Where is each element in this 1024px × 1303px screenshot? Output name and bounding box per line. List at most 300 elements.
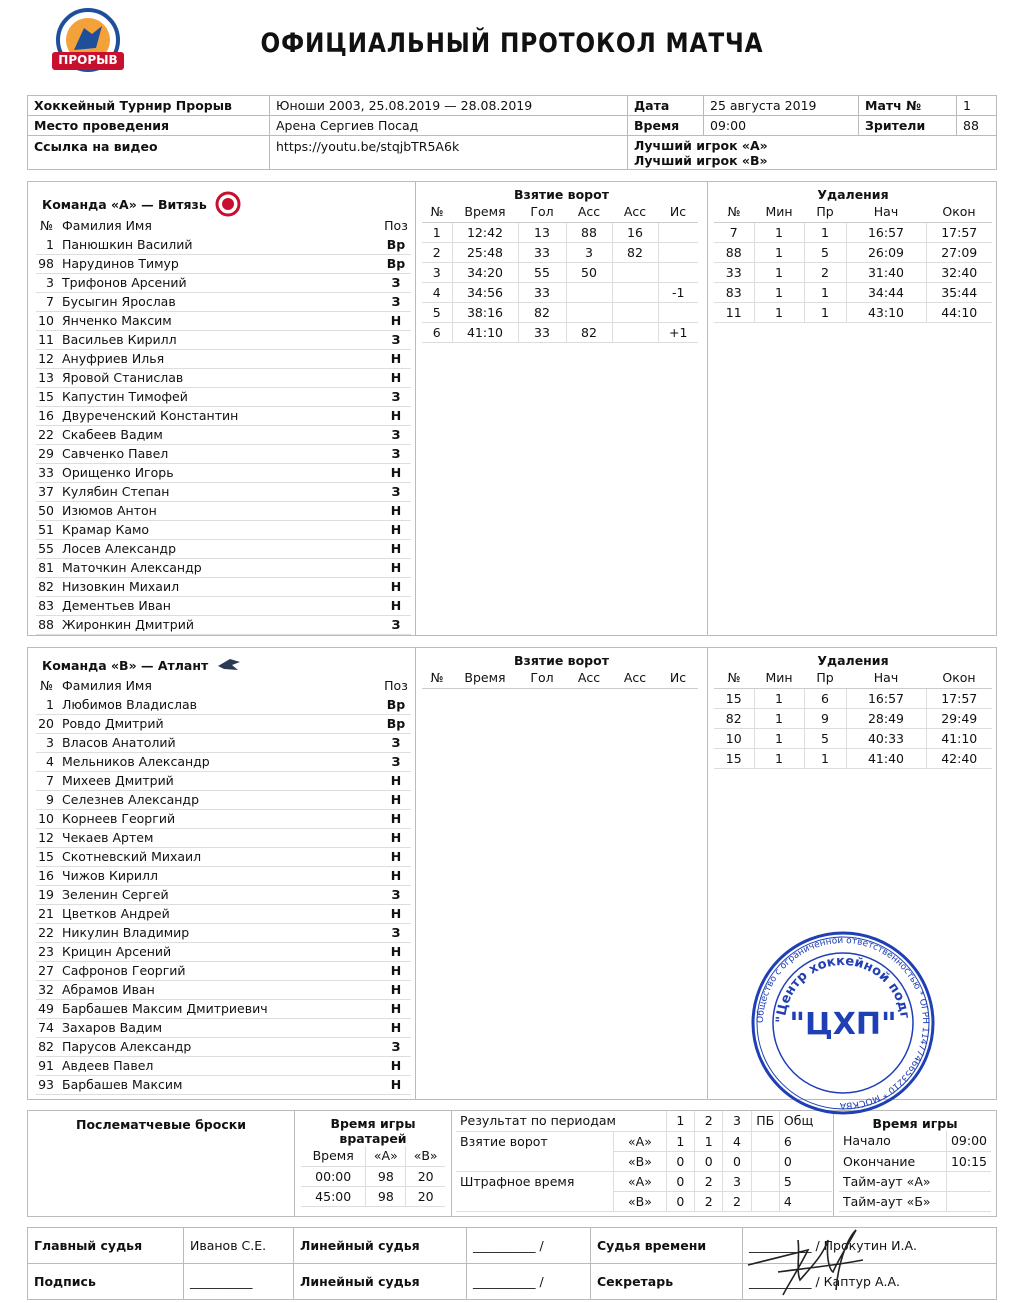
player-row <box>36 425 411 444</box>
col-g_time: Время <box>452 202 518 222</box>
cell: 5 <box>804 728 846 748</box>
player-number: 98 <box>36 254 62 273</box>
cell: 16 <box>612 222 658 242</box>
cell: 6 <box>779 1131 832 1151</box>
cell: 32:40 <box>926 262 992 282</box>
player-name: Чекаев Артем <box>62 828 381 847</box>
penalty-row <box>714 748 992 768</box>
col-p_num: № <box>714 202 754 222</box>
secretary-label: Секретарь <box>591 1264 743 1300</box>
player-row <box>36 482 411 501</box>
player-number: 83 <box>36 596 62 615</box>
player-name: Барбашев Максим Дмитриевич <box>62 999 381 1018</box>
cell: 15 <box>714 748 754 768</box>
penalty-row <box>714 708 992 728</box>
timekeeper-label: Судья времени <box>591 1228 743 1264</box>
penalty-row <box>714 222 992 242</box>
cell: 15 <box>714 688 754 708</box>
venue-label: Место проведения <box>28 116 270 136</box>
player-row <box>36 273 411 292</box>
player-row <box>36 615 411 634</box>
player-name: Чижов Кирилл <box>62 866 381 885</box>
cell: 3 <box>723 1171 751 1191</box>
player-position: З <box>381 273 411 292</box>
player-name: Низовкин Михаил <box>62 577 381 596</box>
summary-block <box>27 1110 997 1217</box>
cell: 1 <box>754 708 804 728</box>
player-name: Яровой Станислав <box>62 368 381 387</box>
goalie-col: «А» <box>366 1146 406 1166</box>
col-p_end: Окон <box>926 202 992 222</box>
player-name: Бусыгин Ярослав <box>62 292 381 311</box>
period-title: Результат по периодам <box>456 1111 666 1131</box>
penalty-row <box>714 262 992 282</box>
cell: 55 <box>518 262 566 282</box>
team-a-roster <box>28 182 415 635</box>
col-g_goal: Гол <box>518 202 566 222</box>
player-position: З <box>381 1037 411 1056</box>
tournament-value: Юноши 2003, 25.08.2019 — 28.08.2019 <box>270 96 628 116</box>
player-name: Зеленин Сергей <box>62 885 381 904</box>
penalties-title: Удаления <box>817 653 889 668</box>
col-g_is: Ис <box>658 668 698 688</box>
player-position: Н <box>381 558 411 577</box>
goalie-col: Время <box>301 1146 366 1166</box>
team-a-roster-table <box>36 216 411 635</box>
cell <box>658 262 698 282</box>
cell: 50 <box>566 262 612 282</box>
player-row <box>36 904 411 923</box>
team-a-short: «А» <box>614 1131 667 1151</box>
cell: 83 <box>714 282 754 302</box>
cell: 82 <box>714 708 754 728</box>
player-number: 74 <box>36 1018 62 1037</box>
col-g_time: Время <box>452 668 518 688</box>
player-number: 22 <box>36 425 62 444</box>
player-number: 20 <box>36 714 62 733</box>
cell: 41:10 <box>452 322 518 342</box>
cell: 44:10 <box>926 302 992 322</box>
player-name: Крицин Арсений <box>62 942 381 961</box>
cell: 1 <box>666 1131 694 1151</box>
col-num: № <box>40 218 54 233</box>
cell: 00:00 <box>301 1166 366 1186</box>
player-name: Скотневский Михаил <box>62 847 381 866</box>
cell <box>751 1191 779 1211</box>
player-position: Н <box>381 1056 411 1075</box>
player-row <box>36 733 411 752</box>
cell <box>566 282 612 302</box>
cell <box>658 302 698 322</box>
cell <box>751 1151 779 1171</box>
cell: 98 <box>366 1186 406 1206</box>
player-row <box>36 520 411 539</box>
col-g_goal: Гол <box>518 668 566 688</box>
player-name: Кулябин Степан <box>62 482 381 501</box>
cell: 4 <box>422 282 452 302</box>
player-row <box>36 596 411 615</box>
player-name: Мельников Александр <box>62 752 381 771</box>
pim-row-a <box>456 1171 832 1191</box>
player-row <box>36 501 411 520</box>
player-position: Н <box>381 406 411 425</box>
cell: 42:40 <box>926 748 992 768</box>
cell: 34:56 <box>452 282 518 302</box>
cell: 11 <box>714 302 754 322</box>
player-name: Панюшкин Василий <box>62 235 381 254</box>
cell: 35:44 <box>926 282 992 302</box>
team-b-short: «В» <box>614 1151 667 1171</box>
cell: 1 <box>754 688 804 708</box>
cell: 2 <box>422 242 452 262</box>
player-name: Власов Анатолий <box>62 733 381 752</box>
game-time-table <box>839 1131 991 1212</box>
team-b-goals <box>415 648 707 1099</box>
team-b-title: Команда «В» — Атлант <box>42 657 209 673</box>
best-player-a-label: Лучший игрок «А» <box>634 138 768 153</box>
player-position: Н <box>381 539 411 558</box>
player-number: 82 <box>36 577 62 596</box>
timeout-a-label: Тайм-аут «А» <box>839 1171 946 1191</box>
col-p_min: Мин <box>754 202 804 222</box>
player-number: 7 <box>36 771 62 790</box>
shootout-title: Послематчевые броски <box>75 1117 246 1132</box>
end-label: Окончание <box>839 1151 946 1171</box>
tournament-label: Хоккейный Турнир Прорыв <box>28 96 270 116</box>
cell: 12:42 <box>452 222 518 242</box>
cell <box>612 262 658 282</box>
penalties-title: Удаления <box>817 187 889 202</box>
cell: 3 <box>422 262 452 282</box>
player-name: Орищенко Игорь <box>62 463 381 482</box>
player-row <box>36 558 411 577</box>
header-row <box>714 668 992 688</box>
best-player-b-label: Лучший игрок «В» <box>634 153 768 168</box>
goal-row <box>422 302 698 322</box>
col-g_ast2: Асс <box>612 668 658 688</box>
cell: 5 <box>804 242 846 262</box>
player-number: 49 <box>36 999 62 1018</box>
player-row <box>36 1037 411 1056</box>
goal-row <box>422 242 698 262</box>
col-name: Фамилия Имя <box>62 678 152 693</box>
player-name: Маточкин Александр <box>62 558 381 577</box>
spectators-label: Зрители <box>859 116 957 136</box>
goals-label: Взятие ворот <box>456 1131 614 1171</box>
cell: -1 <box>658 282 698 302</box>
player-number: 11 <box>36 330 62 349</box>
cell: 1 <box>422 222 452 242</box>
cell <box>751 1171 779 1191</box>
vityaz-logo-icon <box>215 191 241 217</box>
main-referee-value: Иванов С.Е. <box>184 1228 294 1264</box>
player-name: Корнеев Георгий <box>62 809 381 828</box>
cell: 26:09 <box>846 242 926 262</box>
player-name: Любимов Владислав <box>62 695 381 714</box>
col-pos: Поз <box>384 218 408 233</box>
time-value: 09:00 <box>704 116 859 136</box>
cell: 2 <box>723 1191 751 1211</box>
cell: 6 <box>422 322 452 342</box>
header-row <box>422 202 698 222</box>
player-position: Н <box>381 771 411 790</box>
player-row <box>36 1056 411 1075</box>
player-position: Н <box>381 866 411 885</box>
game-time <box>833 1111 996 1216</box>
player-number: 88 <box>36 615 62 634</box>
player-name: Захаров Вадим <box>62 1018 381 1037</box>
team-b-penalties-table <box>714 668 992 769</box>
team-a-penalties <box>707 182 998 635</box>
start-label: Начало <box>839 1131 946 1151</box>
cell: 29:49 <box>926 708 992 728</box>
cell: 17:57 <box>926 222 992 242</box>
player-number: 27 <box>36 961 62 980</box>
cell: 1 <box>754 728 804 748</box>
player-name: Изюмов Антон <box>62 501 381 520</box>
cell: 25:48 <box>452 242 518 262</box>
player-position: Н <box>381 501 411 520</box>
col-num: № <box>40 678 54 693</box>
official-stamp <box>750 930 936 1116</box>
player-name: Цветков Андрей <box>62 904 381 923</box>
player-number: 19 <box>36 885 62 904</box>
cell: 1 <box>754 262 804 282</box>
player-number: 3 <box>36 733 62 752</box>
player-name: Савченко Павел <box>62 444 381 463</box>
secretary-value: __________ / Каптур А.А. <box>743 1264 997 1300</box>
player-number: 7 <box>36 292 62 311</box>
player-row <box>36 809 411 828</box>
goals-title: Взятие ворот <box>514 653 609 668</box>
player-name: Лосев Александр <box>62 539 381 558</box>
cell: 6 <box>804 688 846 708</box>
main-referee-label: Главный судья <box>34 1238 143 1253</box>
cell: 1 <box>754 242 804 262</box>
period-col: 3 <box>723 1111 751 1131</box>
col-name: Фамилия Имя <box>62 218 152 233</box>
cell: 45:00 <box>301 1186 366 1206</box>
cell: 1 <box>754 748 804 768</box>
cell <box>612 322 658 342</box>
player-position: Н <box>381 942 411 961</box>
cell: 1 <box>695 1131 723 1151</box>
cell: 33 <box>518 282 566 302</box>
player-number: 16 <box>36 866 62 885</box>
cell: 1 <box>804 282 846 302</box>
player-position: З <box>381 615 411 634</box>
cell: 1 <box>754 282 804 302</box>
col-p_start: Нач <box>846 202 926 222</box>
player-row <box>36 980 411 999</box>
line-referee-value: __________ / <box>467 1228 591 1264</box>
player-position: Вр <box>381 695 411 714</box>
player-number: 55 <box>36 539 62 558</box>
team-a-short: «А» <box>614 1171 667 1191</box>
stamp-center-text: "ЦХП" <box>789 1007 897 1042</box>
player-name: Никулин Владимир <box>62 923 381 942</box>
line-referee-2-value: __________ / <box>467 1264 591 1300</box>
team-a-goals-table <box>422 202 698 343</box>
team-a-title: Команда «А» — Витязь <box>42 196 207 212</box>
cell: 3 <box>566 242 612 262</box>
cell: 0 <box>666 1191 694 1211</box>
cell: 16:57 <box>846 222 926 242</box>
date-label: Дата <box>628 96 704 116</box>
player-position: З <box>381 425 411 444</box>
player-row <box>36 254 411 273</box>
player-number: 15 <box>36 847 62 866</box>
signature-value: __________ <box>184 1264 294 1300</box>
player-number: 32 <box>36 980 62 999</box>
player-number: 12 <box>36 349 62 368</box>
cell: 34:20 <box>452 262 518 282</box>
player-position: Н <box>381 349 411 368</box>
player-row <box>36 577 411 596</box>
cell: 88 <box>714 242 754 262</box>
cell: 33 <box>518 322 566 342</box>
player-position: З <box>381 387 411 406</box>
goals-row-a <box>456 1131 832 1151</box>
player-row <box>36 714 411 733</box>
video-label: Ссылка на видео <box>28 136 270 170</box>
player-name: Васильев Кирилл <box>62 330 381 349</box>
player-number: 1 <box>36 235 62 254</box>
player-number: 13 <box>36 368 62 387</box>
header-row <box>301 1146 445 1166</box>
player-number: 9 <box>36 790 62 809</box>
player-position: Н <box>381 999 411 1018</box>
header-row <box>422 668 698 688</box>
goalie-row <box>301 1186 445 1206</box>
game-time-title: Время игры <box>872 1116 958 1131</box>
goal-row <box>422 322 698 342</box>
col-p_end: Окон <box>926 668 992 688</box>
player-row <box>36 292 411 311</box>
cell: 20 <box>406 1166 445 1186</box>
goal-row <box>422 222 698 242</box>
signature-label: Подпись <box>34 1274 96 1289</box>
player-row <box>36 368 411 387</box>
line-referee-label: Линейный судья <box>294 1228 467 1264</box>
date-value: 25 августа 2019 <box>704 96 859 116</box>
player-number: 81 <box>36 558 62 577</box>
cell: 82 <box>612 242 658 262</box>
player-position: Н <box>381 828 411 847</box>
player-row <box>36 771 411 790</box>
player-position: З <box>381 292 411 311</box>
player-number: 37 <box>36 482 62 501</box>
player-name: Михеев Дмитрий <box>62 771 381 790</box>
penalty-row <box>714 688 992 708</box>
col-g_ast1: Асс <box>566 668 612 688</box>
cell: 28:49 <box>846 708 926 728</box>
player-name: Дементьев Иван <box>62 596 381 615</box>
player-position: Вр <box>381 714 411 733</box>
player-number: 10 <box>36 809 62 828</box>
player-row <box>36 1075 411 1094</box>
player-row <box>36 695 411 714</box>
cell: 27:09 <box>926 242 992 262</box>
player-name: Барбашев Максим <box>62 1075 381 1094</box>
handwritten-signature <box>738 1210 868 1300</box>
cell: 40:33 <box>846 728 926 748</box>
player-position: Н <box>381 961 411 980</box>
player-number: 93 <box>36 1075 62 1094</box>
player-name: Селезнев Александр <box>62 790 381 809</box>
col-g_ast2: Асс <box>612 202 658 222</box>
player-position: З <box>381 923 411 942</box>
match-number-value: 1 <box>957 96 997 116</box>
cell: 0 <box>666 1151 694 1171</box>
match-info-table <box>27 95 997 170</box>
col-p_pr: Пр <box>804 668 846 688</box>
player-row <box>36 885 411 904</box>
player-number: 22 <box>36 923 62 942</box>
player-position: Н <box>381 311 411 330</box>
cell: 2 <box>695 1191 723 1211</box>
cell <box>658 242 698 262</box>
player-row <box>36 752 411 771</box>
cell: 5 <box>779 1171 832 1191</box>
player-row <box>36 463 411 482</box>
col-g_num: № <box>422 668 452 688</box>
player-position: Вр <box>381 254 411 273</box>
player-name: Авдеев Павел <box>62 1056 381 1075</box>
player-name: Сафронов Георгий <box>62 961 381 980</box>
col-g_ast1: Асс <box>566 202 612 222</box>
cell: 0 <box>779 1151 832 1171</box>
player-number: 3 <box>36 273 62 292</box>
player-position: Н <box>381 809 411 828</box>
player-position: Н <box>381 904 411 923</box>
cell: 20 <box>406 1186 445 1206</box>
cell: 82 <box>518 302 566 322</box>
col-p_min: Мин <box>754 668 804 688</box>
player-number: 21 <box>36 904 62 923</box>
player-name: Скабеев Вадим <box>62 425 381 444</box>
stamp-ring-text: Общество с ограниченной ответственностью * ОГРН 1147746653210 * МОСКВА <box>755 935 931 1111</box>
player-name: Двуреченский Константин <box>62 406 381 425</box>
cell: 4 <box>779 1191 832 1211</box>
cell: 34:44 <box>846 282 926 302</box>
player-name: Нарудинов Тимур <box>62 254 381 273</box>
col-p_pr: Пр <box>804 202 846 222</box>
cell: 41:10 <box>926 728 992 748</box>
period-col: Общ <box>779 1111 832 1131</box>
goal-row <box>422 282 698 302</box>
team-b-roster <box>28 648 415 1099</box>
player-name: Крамар Камо <box>62 520 381 539</box>
cell: 1 <box>804 748 846 768</box>
cell: 98 <box>366 1166 406 1186</box>
player-number: 50 <box>36 501 62 520</box>
goalie-time <box>294 1111 451 1216</box>
cell: +1 <box>658 322 698 342</box>
period-col: 1 <box>666 1111 694 1131</box>
goals-title: Взятие ворот <box>514 187 609 202</box>
player-number: 82 <box>36 1037 62 1056</box>
col-g_num: № <box>422 202 452 222</box>
cell: 4 <box>723 1131 751 1151</box>
team-a-goals <box>415 182 707 635</box>
player-position: Н <box>381 577 411 596</box>
goalie-col: «В» <box>406 1146 445 1166</box>
video-link[interactable]: https://youtu.be/stqjbTR5A6k <box>270 136 628 170</box>
team-b-short: «В» <box>614 1191 667 1211</box>
goal-row <box>422 262 698 282</box>
cell: 16:57 <box>846 688 926 708</box>
